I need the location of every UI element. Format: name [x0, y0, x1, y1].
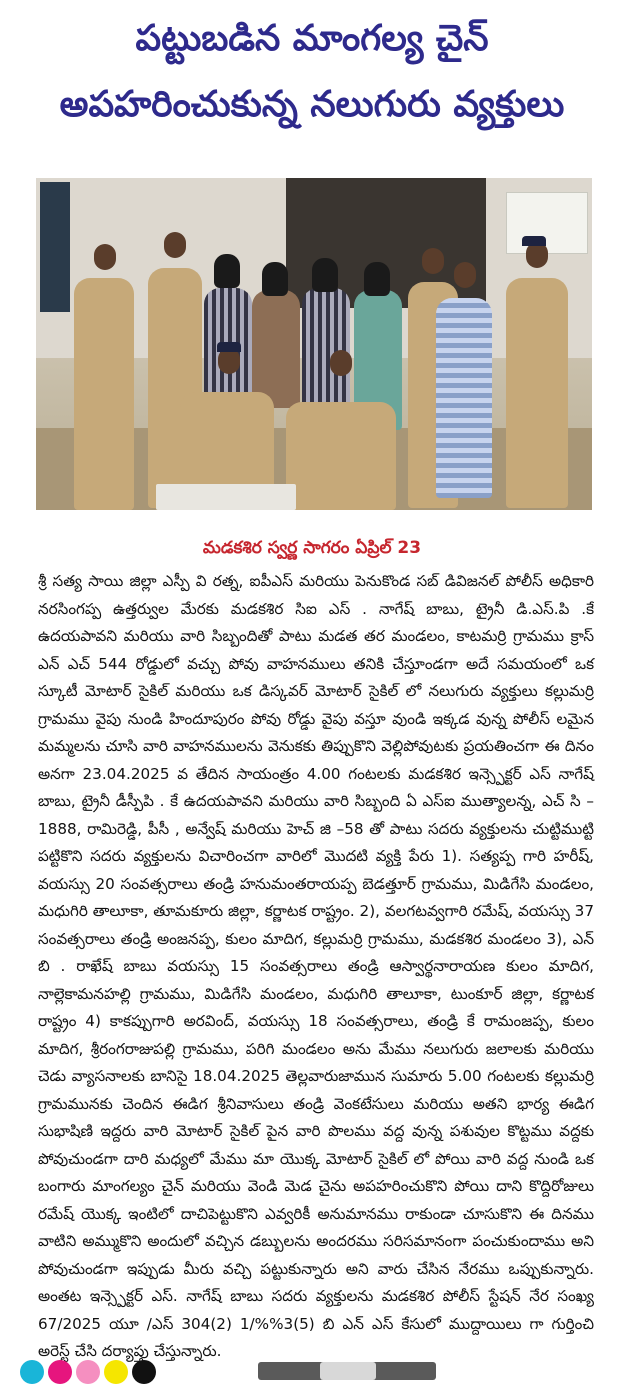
black-mark [132, 1360, 156, 1384]
news-photo [36, 178, 592, 510]
accused-figure [252, 290, 300, 408]
face-cover [262, 262, 288, 296]
pink-mark [76, 1360, 100, 1384]
photo-board [40, 182, 70, 312]
face-cover [364, 262, 390, 296]
seated-officer-figure [286, 402, 396, 510]
cyan-mark [20, 1360, 44, 1384]
yellow-mark [104, 1360, 128, 1384]
horizontal-scrollbar[interactable] [258, 1362, 436, 1380]
officer-head [164, 232, 186, 258]
face-cover [214, 254, 240, 288]
headline [0, 14, 624, 130]
seated-officer-head [330, 350, 352, 376]
officer-head [422, 248, 444, 274]
officer-figure [506, 278, 568, 508]
scrollbar-thumb[interactable] [320, 1362, 376, 1380]
table-object [156, 484, 296, 510]
civilian-figure [436, 298, 492, 498]
headline-line-1: పట్టుబడిన మాంగల్య చైన్ [135, 18, 489, 59]
photo-notice [506, 192, 588, 254]
face-cover [312, 258, 338, 292]
officer-cap [522, 236, 546, 246]
civilian-head [454, 262, 476, 288]
article-body: శ్రీ సత్య సాయి జిల్లా ఎస్పీ వి రత్న, ఐపీఎస్ మరియు పెనుకొండ సబ్ డివిజనల్ పోలీస్ అధికారి నరసింగప్ప ఉత్తర్వుల మేరకు మడకశిర సిఐ ఎస్ . నాగేష్ బాబు, ట్రైనీ డి.ఎస్.పి .కే ఉదయపావని మరియు వారి సిబ్బందితో పాటు మడత తర మండలం, కాటమర్రి గ్రామము క్రాస్ ఎన్ ఎచ్ 544 రోడ్డులో వచ్చు పోవు వాహనములు తనికి చేస్తూండగా అదే సమయంలో ఒక స్కూటీ మోటార్ సైకిల్ మరియు ఒక డిస్కవర్ మోటార్ సైకిల్ లో నలుగురు వ్యక్తులు కల్లుమర్రి గ్రామము వైపు నుండి హిందూపురం పోవు రోడ్డు వైపు వస్తూ వుండి ఇక్కడ వున్న పోలీస్ లమైన మమ్మలను చూసి వారి వాహనములను వెనుకకు తిప్పుకొని వెల్లిపోవుటకు ప్రయతించగా ఈ దినం అనగా 23.04.2025 వ తేదిన సాయంత్రం 4.00 గంటలకు మడకశిర ఇన్స్పెక్టర్ ఎస్ నాగేష్ బాబు, ట్రైనీ డీస్పీపి . కే ఉదయపావని మరియు వారి సిబ్బంది ఏ ఎస్ఐ ముత్యాలన్న, ఎచ్ సి –1888, రామిరెడ్డి, పీసీ , అన్వేష్ మరియు హెచ్ జి –58 తో పాటు సదరు వ్యక్తులను చుట్టిముట్టి పట్టికొని సదరు వ్యక్తులను విచారించగా వారిలో మొదటి వ్యక్తి పేరు 1). సత్యప్ప గారి హరీష్, వయస్సు 20 సంవత్సరాలు తండ్రి హనుమంతరాయప్ప బెడత్తూర్ గ్రామము, మిడిగేసి మండలం, మధుగిరి తాలూకా, తూమకూరు జిల్లా, కర్ణాటక రాష్ట్రం. 2), వలగటవ్వగారి రమేష్, వయస్సు 37 సంవత్సరాలు తండ్రి అంజనప్ప, కులం మాదిగ, కల్లుమర్రి గ్రామము, మడకశిర మండలం 3), ఎన్ బి . రాఖేష్ బాబు వయస్సు 15 సంవత్సరాలు తండ్రి ఆస్వార్థనారాయణ కులం మాదిగ, నాల్లెకామనహల్లి గ్రామము, మిడిగేసి మండలం, మధుగిరి తాలూకా, టుంకూర్ జిల్లా, కర్ణాటక రాష్ట్రం 4) కాకప్పుగారి అరవింద్, వయస్సు 18 సంవత్సరాలు, తండ్రి కే రామంజప్ప, కులం మాదిగ, శ్రీరంగరాజుపల్లి గ్రామము, పరిగి మండలం అను మేము నలుగురు జలాలకు మరియు చెడు వ్యాసనాలకు బానిసై 18.04.2025 తెల్లవారుజామున సుమారు 5.00 గంటలకు కల్లుమర్రి గ్రామమునకు చెందిన ఈడిగ శ్రీనివాసులు తండ్రి వెంకటేసులు మరియు అతని భార్య ఈడిగ సుభాషిణి ఇద్దరు వారి మోటార్ సైకిల్ పైన వారి పొలము వద్ద వున్న పశువుల కొట్టము వద్దకు పోవుచుండగా దారి మధ్యలో మేము మా యొక్క మోటార్ సైకిల్ లో పోయి వారి వద్ద నుండి ఒక బంగారు మాంగల్యం చైన్ మరియు వెండి మెడ చైను అపహరించుకొని పోయి దాని కొద్దిరోజులు రమేష్ యొక్క ఇంటిలో దాచిపెట్టుకొని ఎవ్వరికీ అనుమానము రాకుండా చూసుకొని ఈ దినము వాటిని అమ్ముకొని అందులో వచ్చిన డబ్బులను అందరము సరిసమానంగా పంచుకుందాము అని పోవుచుండగా ఇప్పుడు మీరు వచ్చి పట్టుకున్నారు అని వారు చేసిన నేరము ఒప్పుకున్నారు. అంతట ఇన్స్పెక్టర్ ఎస్. నాగేష్ బాబు సదరు వ్యక్తులను మడకశిర పోలీస్ స్టేషన్ నేర సంఖ్య 67/2025 యూ /ఎస్ 304(2) 1/%%3(5) బి ఎన్ ఎస్ కేసులో ముద్దాయిలు గా గుర్తించి అరెస్ట్ చేసి దర్యాప్తు చేస్తున్నారు. [38, 572, 594, 1360]
dateline: మడకశిర స్వర్ణ సాగరం ఏప్రిల్ 23 [202, 538, 422, 558]
magenta-mark [48, 1360, 72, 1384]
headline-line-2: అపహరించుకున్న నలుగురు వ్యక్తులు [59, 84, 565, 125]
officer-head [94, 244, 116, 270]
seated-officer-cap [217, 342, 241, 352]
officer-figure [74, 278, 134, 510]
